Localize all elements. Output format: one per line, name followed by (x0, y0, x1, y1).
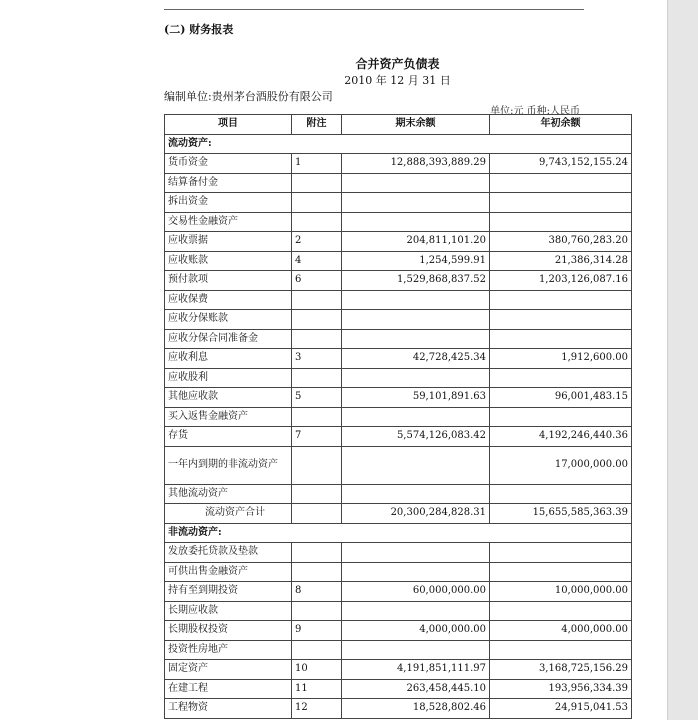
row-note (292, 543, 342, 563)
row-item: 结算备付金 (165, 173, 292, 193)
row-begin-balance (490, 562, 632, 582)
row-end-balance: 18,528,802.46 (342, 699, 490, 719)
row-item: 买入返售金融资产 (165, 407, 292, 427)
row-begin-balance (490, 173, 632, 193)
row-end-balance (342, 562, 490, 582)
row-item: 可供出售金融资产 (165, 562, 292, 582)
row-end-balance: 4,000,000.00 (342, 621, 490, 641)
row-begin-balance (490, 212, 632, 232)
row-item: 一年内到期的非流动资产 (165, 446, 292, 484)
row-begin-balance (490, 310, 632, 330)
row-end-balance (342, 484, 490, 504)
row-item: 在建工程 (165, 679, 292, 699)
table-row (165, 212, 632, 232)
row-begin-balance (490, 407, 632, 427)
row-note (292, 193, 342, 213)
row-begin-balance: 24,915,041.53 (490, 699, 632, 719)
row-end-balance: 4,191,851,111.97 (342, 660, 490, 680)
section-heading: (二) 财务报表 (164, 23, 234, 36)
row-item: 货币资金 (165, 154, 292, 174)
row-end-balance (342, 212, 490, 232)
row-end-balance: 42,728,425.34 (342, 349, 490, 369)
section-row-current-assets (165, 134, 632, 154)
row-note (292, 601, 342, 621)
row-begin-balance: 380,760,283.20 (490, 232, 632, 252)
row-item: 固定资产 (165, 660, 292, 680)
row-note: 12 (292, 699, 342, 719)
top-rule (164, 9, 584, 10)
table-row (165, 679, 632, 699)
table-row (165, 699, 632, 719)
row-begin-balance: 1,912,600.00 (490, 349, 632, 369)
row-begin-balance: 10,000,000.00 (490, 582, 632, 602)
report-title: 合并资产负债表 (355, 57, 440, 71)
row-begin-balance: 4,192,246,440.36 (490, 427, 632, 447)
row-begin-balance: 1,203,126,087.16 (490, 271, 632, 291)
row-begin-balance (490, 640, 632, 660)
row-begin-balance (490, 290, 632, 310)
row-begin-balance (490, 193, 632, 213)
table-row (165, 446, 632, 484)
row-end-balance (342, 290, 490, 310)
row-item: 应收票据 (165, 232, 292, 252)
row-end-balance (342, 407, 490, 427)
row-begin-balance: 96,001,483.15 (490, 388, 632, 408)
row-item: 应收股利 (165, 368, 292, 388)
balance-sheet-table (164, 114, 632, 719)
table-row (165, 407, 632, 427)
row-item: 存货 (165, 427, 292, 447)
row-end-balance: 1,529,868,837.52 (342, 271, 490, 291)
row-item: 其他流动资产 (165, 484, 292, 504)
row-item: 发放委托贷款及垫款 (165, 543, 292, 563)
col-header-begin-balance: 年初余额 (490, 115, 632, 135)
row-note: 5 (292, 388, 342, 408)
row-item: 应收利息 (165, 349, 292, 369)
table-row (165, 562, 632, 582)
table-row (165, 427, 632, 447)
row-item: 预付款项 (165, 271, 292, 291)
row-end-balance (342, 193, 490, 213)
row-item: 流动资产合计 (165, 504, 292, 524)
table-row (165, 368, 632, 388)
section-label: 非流动资产: (165, 523, 632, 543)
table-row (165, 251, 632, 271)
row-begin-balance: 9,743,152,155.24 (490, 154, 632, 174)
table-row (165, 660, 632, 680)
col-header-note: 附注 (292, 115, 342, 135)
row-end-balance (342, 640, 490, 660)
table-row (165, 173, 632, 193)
table-row (165, 329, 632, 349)
row-note (292, 407, 342, 427)
table-row (165, 349, 632, 369)
row-end-balance: 12,888,393,889.29 (342, 154, 490, 174)
row-note (292, 446, 342, 484)
row-note: 7 (292, 427, 342, 447)
table-row (165, 582, 632, 602)
row-note (292, 212, 342, 232)
row-note (292, 484, 342, 504)
row-end-balance: 60,000,000.00 (342, 582, 490, 602)
row-end-balance (342, 601, 490, 621)
report-date: 2010 年 12 月 31 日 (344, 74, 451, 87)
row-item: 其他应收款 (165, 388, 292, 408)
row-note: 9 (292, 621, 342, 641)
table-row (165, 621, 632, 641)
row-note (292, 310, 342, 330)
row-end-balance: 59,101,891.63 (342, 388, 490, 408)
row-begin-balance (490, 329, 632, 349)
row-note: 11 (292, 679, 342, 699)
col-header-item: 项目 (165, 115, 292, 135)
row-begin-balance (490, 368, 632, 388)
table-row (165, 154, 632, 174)
row-note: 6 (292, 271, 342, 291)
row-item: 应收分保账款 (165, 310, 292, 330)
row-item: 应收保费 (165, 290, 292, 310)
row-begin-balance: 17,000,000.00 (490, 446, 632, 484)
row-end-balance (342, 543, 490, 563)
row-end-balance (342, 173, 490, 193)
row-item: 拆出资金 (165, 193, 292, 213)
table-row (165, 601, 632, 621)
table-row (165, 388, 632, 408)
row-item: 持有至到期投资 (165, 582, 292, 602)
row-note (292, 290, 342, 310)
row-note (292, 504, 342, 524)
row-end-balance: 5,574,126,083.42 (342, 427, 490, 447)
row-end-balance: 1,254,599.91 (342, 251, 490, 271)
row-begin-balance (490, 484, 632, 504)
row-item: 应收账款 (165, 251, 292, 271)
row-note (292, 640, 342, 660)
table-row (165, 484, 632, 504)
table-row-subtotal (165, 504, 632, 524)
row-note: 2 (292, 232, 342, 252)
row-note: 3 (292, 349, 342, 369)
table-row (165, 310, 632, 330)
table-row (165, 640, 632, 660)
row-begin-balance (490, 601, 632, 621)
table-row (165, 232, 632, 252)
section-label: 流动资产: (165, 134, 632, 154)
row-note: 4 (292, 251, 342, 271)
row-item: 长期股权投资 (165, 621, 292, 641)
row-end-balance: 20,300,284,828.31 (342, 504, 490, 524)
row-note: 1 (292, 154, 342, 174)
row-begin-balance: 15,655,585,363.39 (490, 504, 632, 524)
table-row (165, 271, 632, 291)
company-name: 编制单位:贵州茅台酒股份有限公司 (164, 90, 333, 103)
row-note: 10 (292, 660, 342, 680)
row-item: 应收分保合同准备金 (165, 329, 292, 349)
row-end-balance (342, 368, 490, 388)
row-note: 8 (292, 582, 342, 602)
row-end-balance (342, 329, 490, 349)
row-begin-balance: 4,000,000.00 (490, 621, 632, 641)
row-item: 交易性金融资产 (165, 212, 292, 232)
row-begin-balance: 21,386,314.28 (490, 251, 632, 271)
row-note (292, 368, 342, 388)
table-row (165, 290, 632, 310)
row-end-balance (342, 446, 490, 484)
row-note (292, 173, 342, 193)
row-end-balance: 263,458,445.10 (342, 679, 490, 699)
col-header-end-balance: 期末余额 (342, 115, 490, 135)
unit-currency-line: 单位:元 币种:人民币 (490, 106, 580, 117)
header-row (165, 115, 632, 135)
row-end-balance (342, 310, 490, 330)
table-row (165, 193, 632, 213)
row-begin-balance: 193,956,334.39 (490, 679, 632, 699)
row-begin-balance: 3,168,725,156.29 (490, 660, 632, 680)
row-end-balance: 204,811,101.20 (342, 232, 490, 252)
row-note (292, 329, 342, 349)
row-item: 长期应收款 (165, 601, 292, 621)
row-item: 工程物资 (165, 699, 292, 719)
table-row (165, 543, 632, 563)
section-row-noncurrent-assets (165, 523, 632, 543)
row-note (292, 562, 342, 582)
row-begin-balance (490, 543, 632, 563)
row-item: 投资性房地产 (165, 640, 292, 660)
